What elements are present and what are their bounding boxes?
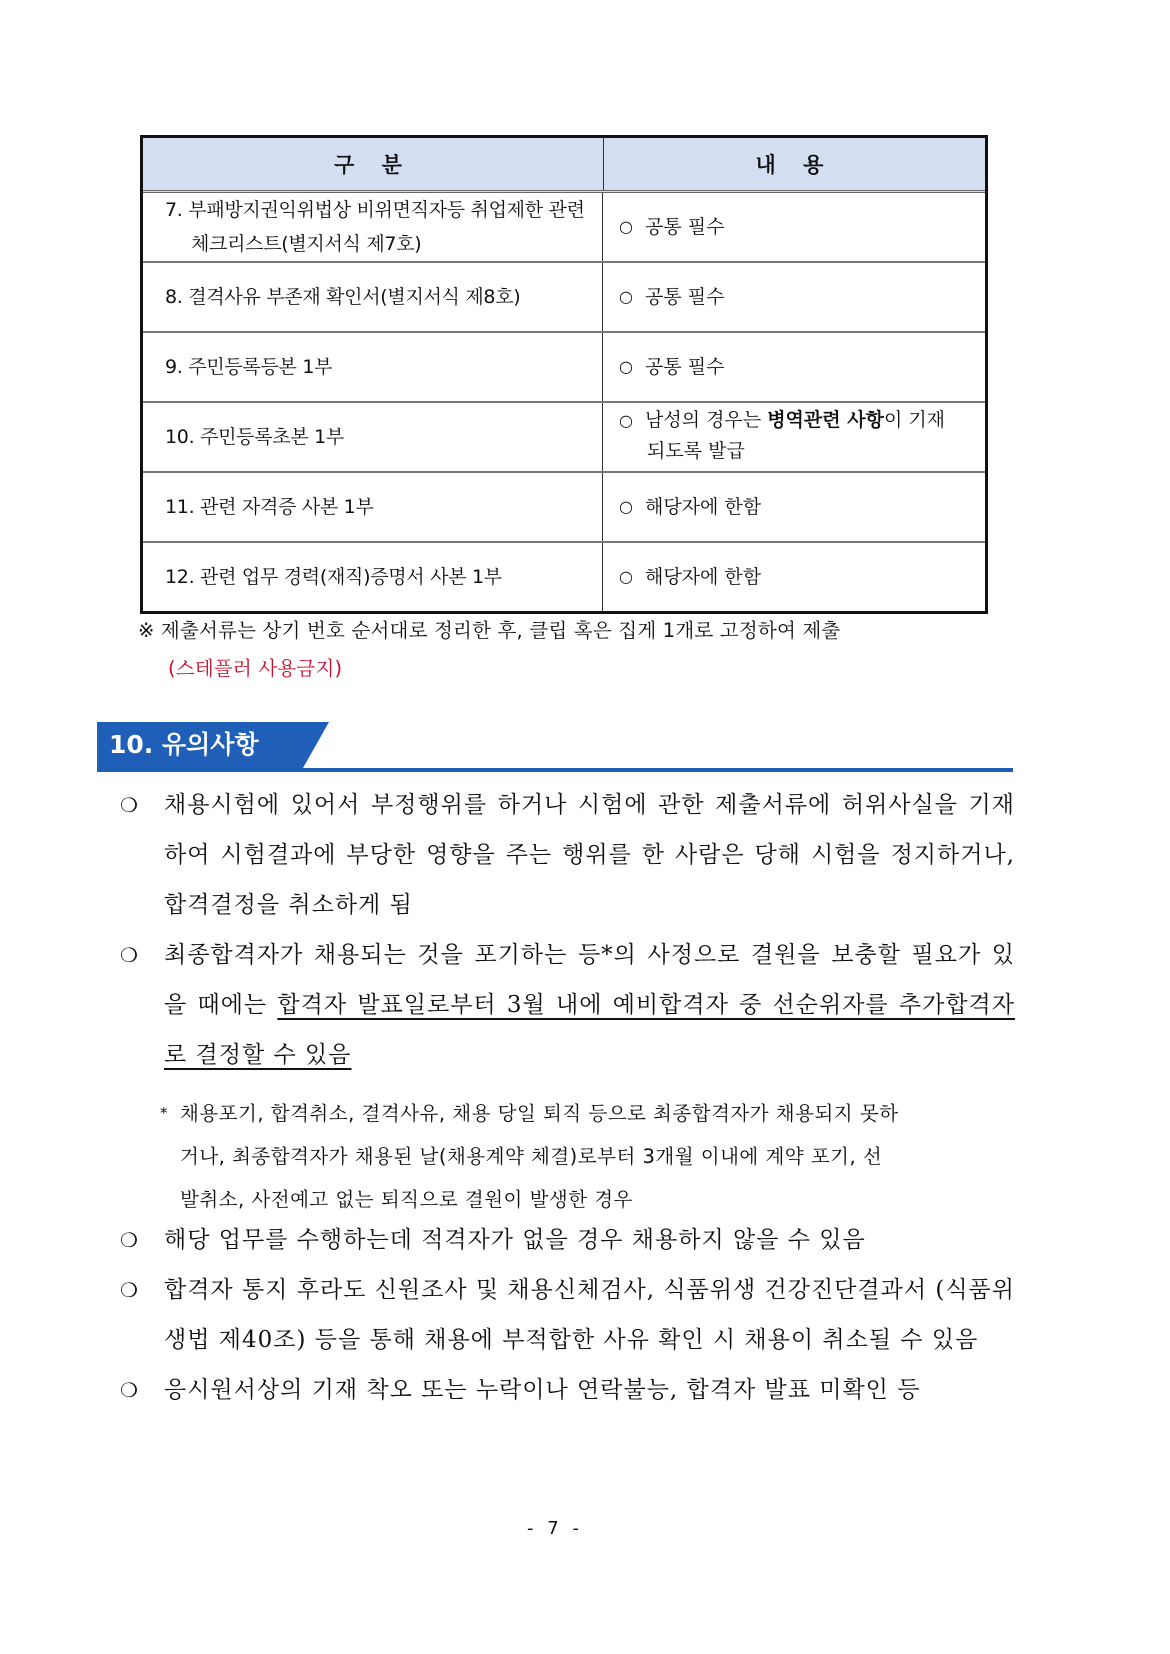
notice-text: 합격자 통지 후라도 신원조사 및 채용신체검사, 식품위생 건강진단결과서 (식품위생법 제40조) 등을 통해 채용에 부적합한 사유 확인 시 채용이 취소될 수 있음 — [164, 1277, 1015, 1353]
section-title: 10. 유의사항 — [97, 722, 303, 768]
item-text: 7. 부패방지권익위법상 비위면직자등 취업제한 관련 — [165, 199, 585, 221]
circle-bullet-icon: ○ — [619, 357, 633, 376]
row-item: 9. 주민등록등본 1부 — [143, 333, 603, 401]
table-row — [143, 403, 985, 473]
stapler-warning: (스테플러 사용금지) — [168, 657, 343, 680]
content-text-cont: 되도록 발급 — [647, 440, 745, 462]
notice-list — [120, 780, 1015, 1080]
circle-bullet-icon: ○ — [619, 287, 633, 306]
circle-bullet-icon: ❍ — [120, 1278, 139, 1302]
section-header — [97, 722, 1013, 772]
content-text: 남성의 경우는 — [644, 409, 768, 431]
row-content — [603, 403, 985, 471]
table-row — [143, 543, 985, 611]
circle-bullet-icon: ○ — [619, 567, 633, 586]
content-text: 해당자에 한함 — [644, 566, 762, 588]
circle-bullet-icon: ❍ — [120, 943, 139, 967]
circle-bullet-icon: ❍ — [120, 793, 139, 817]
row-content — [603, 333, 985, 401]
item-text-cont: 체크리스트(별지서식 제7호) — [191, 233, 422, 255]
content-text: 공통 필수 — [644, 216, 725, 238]
asterisk-icon: * — [160, 1104, 168, 1122]
row-item: 12. 관련 업무 경력(재직)증명서 사본 1부 — [143, 543, 603, 611]
notice-underlined-text: 합격자 발표일로부터 3월 내에 예비합격자 중 선순위자를 추가합격자로 결정할 수 있음 — [164, 992, 1015, 1068]
note-text: ※ 제출서류는 상기 번호 순서대로 정리한 후, 클립 혹은 집게 1개로 고정하여 제출 — [138, 619, 841, 642]
notice-text: 해당 업무를 수행하는데 적격자가 없을 경우 채용하지 않을 수 있음 — [164, 1227, 866, 1253]
circle-bullet-icon: ❍ — [120, 1228, 139, 1252]
notice-text: 응시원서상의 기재 착오 또는 누락이나 연락불능, 합격자 발표 미확인 등 — [164, 1377, 921, 1403]
submission-note — [138, 612, 1018, 688]
row-content — [603, 473, 985, 541]
notice-item — [120, 1215, 1015, 1265]
notice-item — [120, 1265, 1015, 1365]
content-text: 공통 필수 — [644, 286, 725, 308]
row-item: 11. 관련 자격증 사본 1부 — [143, 473, 603, 541]
notice-text: 채용시험에 있어서 부정행위를 하거나 시험에 관한 제출서류에 허위사실을 기재하여 시험결과에 부당한 영향을 주는 행위를 한 사람은 당해 시험을 정지하거나, 합격결정을 취소하게 됨 — [164, 792, 1015, 918]
content-text: 이 기재 — [883, 409, 946, 431]
row-item — [143, 193, 603, 261]
header-content: 내 용 — [755, 153, 834, 177]
row-content — [603, 263, 985, 331]
circle-bullet-icon: ❍ — [120, 1378, 139, 1402]
table-row — [143, 193, 985, 263]
circle-bullet-icon: ○ — [619, 411, 633, 430]
row-item: 8. 결격사유 부존재 확인서(별지서식 제8호) — [143, 263, 603, 331]
footnote-text: 채용포기, 합격취소, 결격사유, 채용 당일 퇴직 등으로 최종합격자가 채용되지 못하 — [180, 1102, 899, 1125]
footnote — [160, 1092, 1015, 1221]
notice-item — [120, 780, 1015, 930]
section-tab-slant — [303, 722, 329, 768]
circle-bullet-icon: ○ — [619, 497, 633, 516]
footnote-text-cont: 발취소, 사전예고 없는 퇴직으로 결원이 발생한 경우 — [180, 1188, 633, 1211]
table-header — [143, 138, 985, 193]
page-number: - 7 - — [527, 1518, 583, 1539]
notice-item — [120, 930, 1015, 1080]
notice-item — [120, 1365, 1015, 1415]
content-bold-text: 병역관련 사항 — [767, 409, 884, 431]
row-content — [603, 193, 985, 261]
row-item: 10. 주민등록초본 1부 — [143, 403, 603, 471]
footnote-text-cont: 거나, 최종합격자가 채용된 날(채용계약 체결)로부터 3개월 이내에 계약 포기, 선 — [180, 1145, 883, 1168]
notice-list-cont — [120, 1215, 1015, 1415]
required-documents-table — [140, 135, 988, 614]
section-underline — [97, 768, 1013, 772]
row-content — [603, 543, 985, 611]
table-row — [143, 473, 985, 543]
content-text: 공통 필수 — [644, 356, 725, 378]
notice-text: 최종합격자가 채용되는 것을 포기하는 등*의 사정으로 결원을 보충할 필요가 있을 때에는 — [164, 942, 1015, 1018]
circle-bullet-icon: ○ — [619, 217, 633, 236]
header-category: 구 분 — [143, 138, 604, 190]
table-row — [143, 333, 985, 403]
content-text: 해당자에 한함 — [644, 496, 762, 518]
table-row — [143, 263, 985, 333]
